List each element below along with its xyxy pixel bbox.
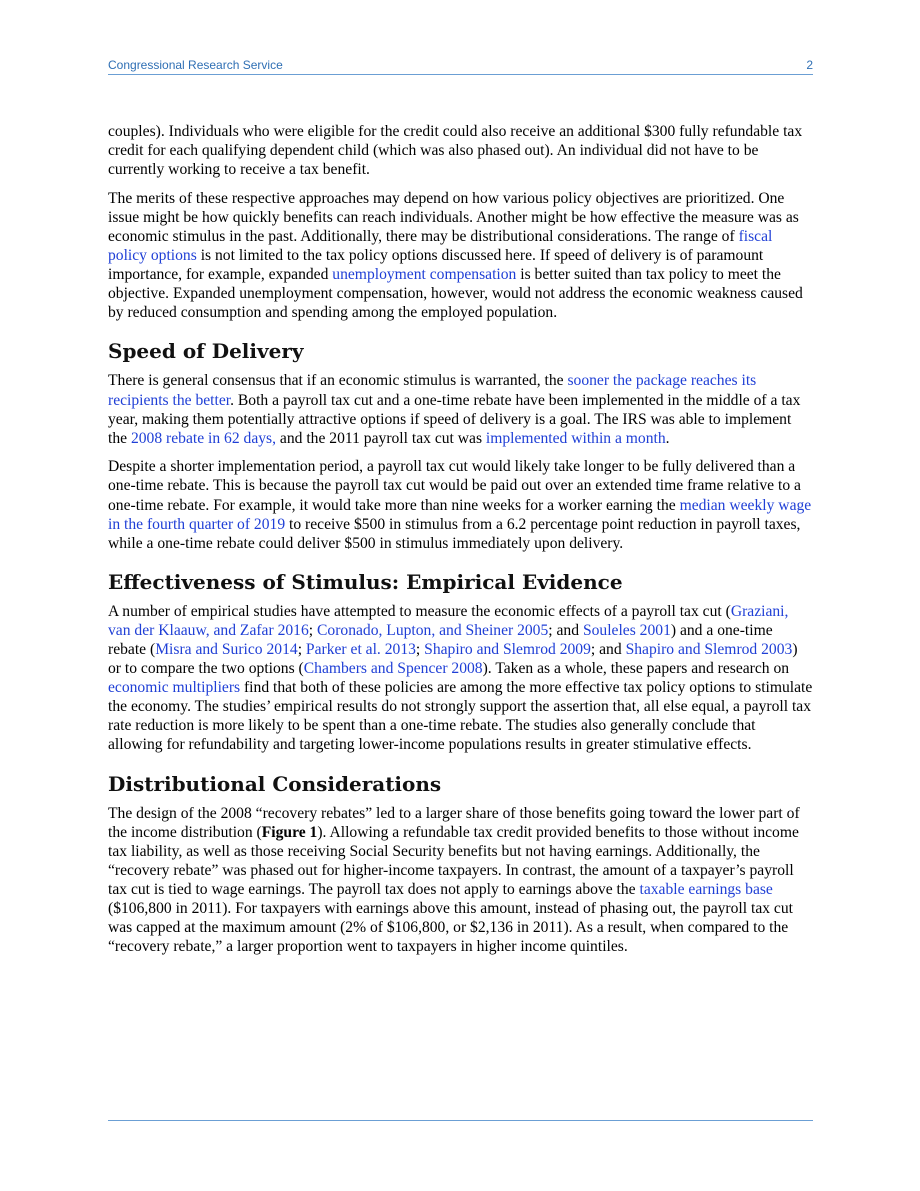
- text-run: to receive $500 in stimulus from a 6.2 percentage point reduction in payroll taxes, while a one-time rebate could deliver $500 in stimulus immediately upon delivery.: [108, 515, 801, 552]
- paragraph-speed-2: [108, 457, 813, 552]
- link-fiscal-policy-options[interactable]: fiscal policy options: [108, 227, 773, 265]
- paragraph-speed-1: [108, 371, 813, 447]
- document-body: [108, 122, 813, 966]
- text-run: ;: [297, 640, 306, 658]
- link-parker-2013[interactable]: Parker et al. 2013: [305, 640, 416, 658]
- link-chambers-spencer-2008[interactable]: Chambers and Spencer 2008: [303, 660, 483, 678]
- header-title: Congressional Research Service: [108, 58, 283, 72]
- link-taxable-earnings-base[interactable]: taxable earnings base: [639, 880, 773, 898]
- text-run: find that both of these policies are among the more effective tax policy options to stimulate the economy. The studies’ empirical results do not strongly support the assertion that, all else equal, a payroll tax rate reduction is more likely to be spent than a one-time rebate. The studies also generally conclude that allowing for refundability and targeting lower-income populations results in greater stimulative effects.: [108, 679, 813, 754]
- text-run: ) or to compare the two options (: [108, 640, 798, 678]
- header-divider: [108, 74, 813, 75]
- link-shapiro-slemrod-2003[interactable]: Shapiro and Slemrod 2003: [625, 640, 793, 658]
- text-run: Despite a shorter implementation period, a payroll tax cut would likely take longer to be fully delivered than a one-time rebate. This is because the payroll tax cut would be paid out over an extended time frame relative to a one-time rebate. For example, it would take more than nine weeks for a worker earning the: [108, 458, 801, 514]
- page-header: [108, 58, 813, 74]
- text-run: The merits of these respective approaches may depend on how various policy objectives are prioritized. One issue might be how quickly benefits can reach individuals. Another might be how effective the measure was as economic stimulus in the past. Additionally, there may be distributional considerations. The range of: [108, 189, 799, 245]
- text-run: A number of empirical studies have attempted to measure the economic effects of a payroll tax cut (: [108, 602, 731, 620]
- text-run: ). Allowing a refundable tax credit provided benefits to those without income tax liability, as well as those receiving Social Security benefits but not having earnings. Additionally, the “recovery rebate” was phased out for higher-income taxpayers. In contrast, the amount of a taxpayer’s payroll tax cut is tied to wage earnings. The payroll tax does not apply to earnings above the: [108, 823, 799, 898]
- text-run: ; and: [548, 621, 583, 639]
- text-run: There is general consensus that if an economic stimulus is warranted, the: [108, 372, 568, 390]
- text-run: is better suited than tax policy to meet the objective. Expanded unemployment compensation, however, would not address the economic weakness caused by reduced consumption and spending among the employed population.: [108, 266, 803, 322]
- heading-distributional: Distributional Considerations: [108, 771, 442, 796]
- link-souleles-2001[interactable]: Souleles 2001: [582, 621, 671, 639]
- paragraph-intro: couples). Individuals who were eligible for the credit could also receive an additional $300 fully refundable tax credit for each qualifying dependent child (which was also phased out). An individual did not have to be currently working to receive a tax benefit.: [108, 123, 803, 179]
- link-implemented-within-month[interactable]: implemented within a month: [485, 429, 666, 447]
- text-run: is not limited to the tax policy options discussed here. If speed of delivery is of paramount importance, for example, expanded: [108, 247, 764, 284]
- link-shapiro-slemrod-2009[interactable]: Shapiro and Slemrod 2009: [424, 640, 591, 658]
- text-run: ; and: [590, 640, 626, 658]
- footer-divider: [108, 1120, 813, 1121]
- paragraph-effectiveness: [108, 602, 813, 755]
- text-run: ;: [308, 621, 317, 639]
- text-run: . Both a payroll tax cut and a one-time rebate have been implemented in the middle of a tax year, making them potentially attractive options if speed of delivery is a goal. The IRS was able to implement the: [108, 391, 801, 447]
- text-run: ) and a one-time rebate (: [108, 621, 773, 658]
- link-coronado-2005[interactable]: Coronado, Lupton, and Sheiner 2005: [317, 621, 549, 639]
- link-misra-surico-2014[interactable]: Misra and Surico 2014: [155, 640, 298, 658]
- text-run: ($106,800 in 2011). For taxpayers with earnings above this amount, instead of phasing out, the payroll tax cut was capped at the maximum amount (2% of $106,800, or $2,136 in 2011). As a result, when compared to the “recovery rebate,” a larger proportion went to taxpayers in higher income quintiles.: [108, 900, 793, 956]
- paragraph-distributional: [108, 804, 813, 957]
- link-median-weekly-wage[interactable]: median weekly wage in the fourth quarter of 2019: [108, 496, 812, 533]
- heading-effectiveness: Effectiveness of Stimulus: Empirical Evidence: [108, 569, 623, 594]
- link-economic-multipliers[interactable]: economic multipliers: [108, 679, 241, 697]
- text-run: ). Taken as a whole, these papers and research on: [482, 660, 790, 678]
- text-run: The design of the 2008 “recovery rebates” led to a larger share of those benefits going toward the lower part of the income distribution (: [108, 804, 800, 841]
- link-graziani-2016[interactable]: Graziani, van der Klaauw, and Zafar 2016: [108, 602, 789, 639]
- link-2008-rebate[interactable]: 2008 rebate in 62 days,: [130, 429, 277, 447]
- text-run: and the 2011 payroll tax cut was: [276, 429, 486, 447]
- page-number: 2: [806, 58, 813, 72]
- link-unemployment-compensation[interactable]: unemployment compensation: [332, 266, 517, 284]
- figure-reference[interactable]: Figure 1: [261, 823, 318, 841]
- heading-speed-of-delivery: Speed of Delivery: [108, 339, 304, 364]
- paragraph-merits: [108, 189, 813, 323]
- text-run: .: [665, 429, 670, 447]
- text-run: ;: [415, 640, 425, 658]
- link-sooner-package[interactable]: sooner the package reaches its recipients the better: [108, 372, 757, 409]
